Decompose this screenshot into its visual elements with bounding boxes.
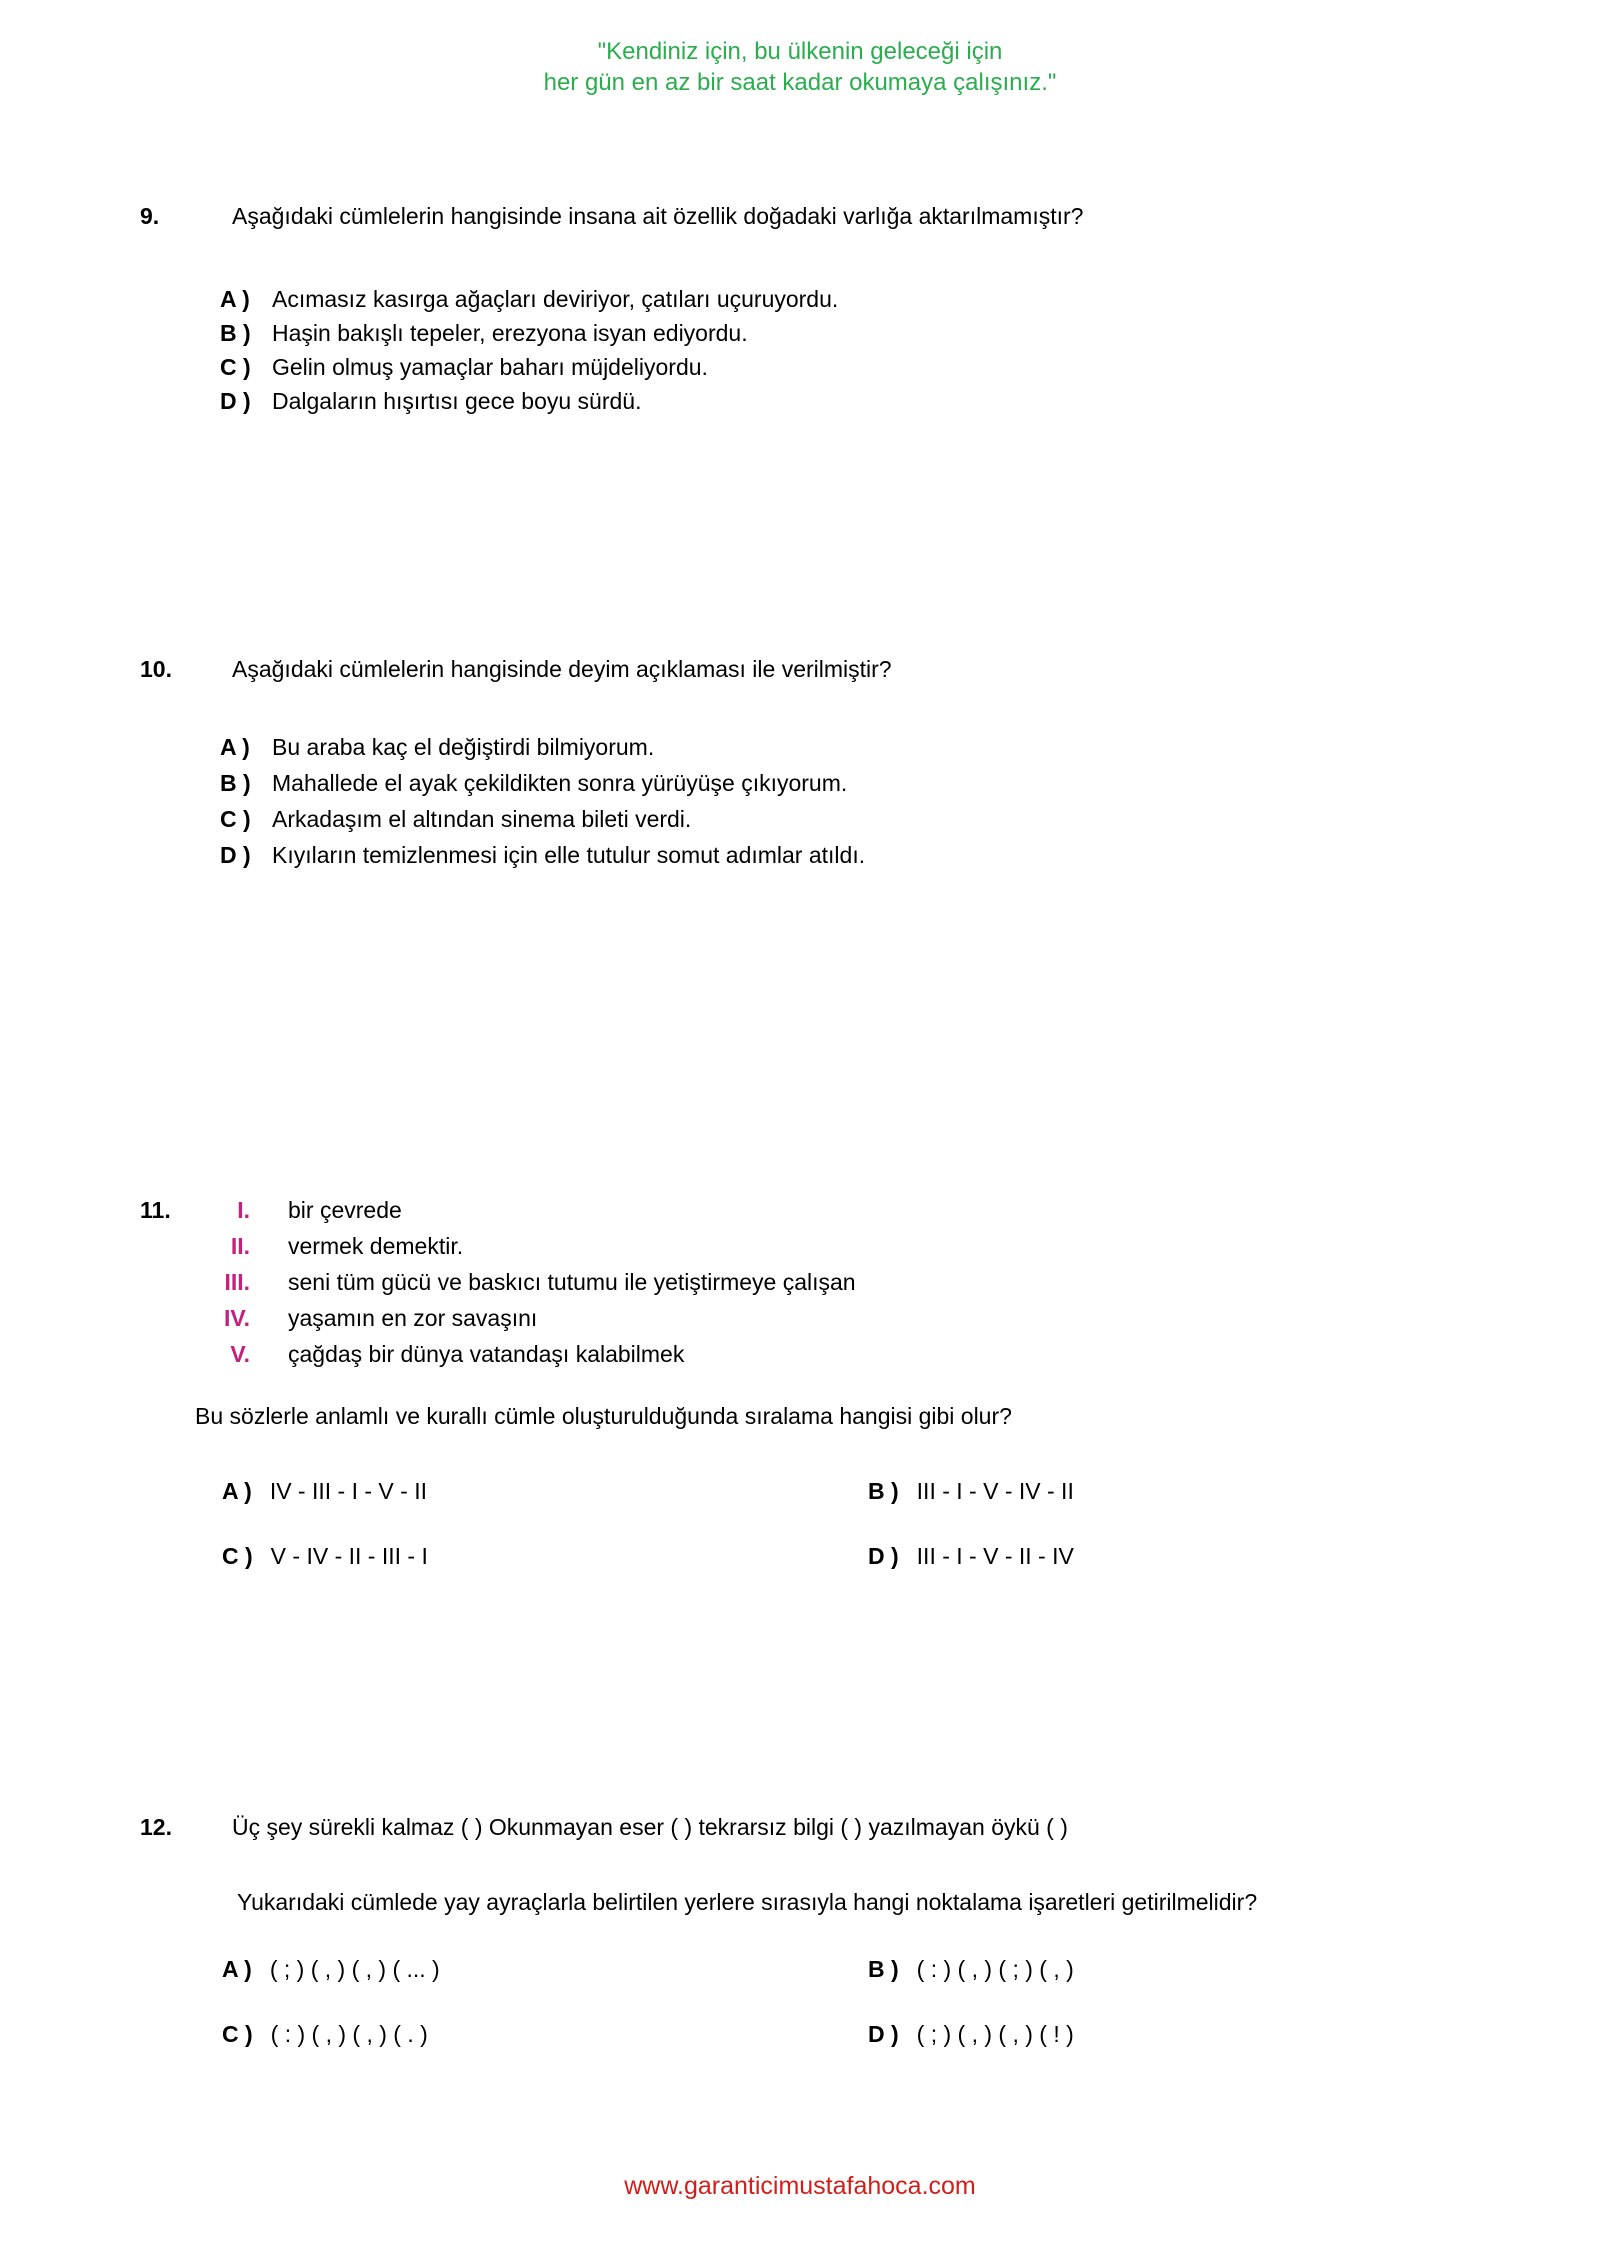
roman-item-text: bir çevrede — [288, 1197, 402, 1223]
question-9 — [140, 202, 1480, 418]
options-row-1 — [140, 1956, 1480, 2021]
question-12-number: 12. — [140, 1814, 172, 1840]
roman-item-text: vermek demektir. — [288, 1233, 464, 1259]
question-10-stem: Aşağıdaki cümlelerin hangisinde deyim açıklaması ile verilmiştir? — [232, 656, 892, 682]
question-9-head — [140, 202, 1480, 230]
option-text: Dalgaların hışırtısı gece boyu sürdü. — [272, 388, 642, 414]
question-11-option-b — [868, 1478, 1074, 1505]
option-text: ( : ) ( , ) ( ; ) ( , ) — [916, 1956, 1074, 1982]
option-label: A ) — [222, 1478, 252, 1504]
options-row-2 — [140, 1543, 1480, 1608]
roman-numeral: IV. — [223, 1305, 250, 1331]
roman-item-1 — [206, 1192, 1480, 1228]
footer-url: www.garanticimustafahoca.com — [624, 2172, 976, 2200]
question-12-option-a — [222, 1956, 440, 1983]
roman-item-text: yaşamın en zor savaşını — [288, 1305, 538, 1331]
option-text: Bu araba kaç el değiştirdi bilmiyorum. — [272, 734, 655, 760]
question-9-number: 9. — [140, 203, 160, 229]
question-12-option-c — [222, 2021, 428, 2048]
option-text: Acımasız kasırga ağaçları deviriyor, çatıları uçuruyordu. — [272, 286, 839, 312]
question-10-option-d — [140, 837, 1480, 873]
question-12-head — [140, 1813, 1480, 1841]
roman-item-3 — [206, 1264, 1480, 1300]
question-9-options — [140, 282, 1480, 418]
header-quote — [0, 36, 1600, 98]
option-label: B ) — [220, 320, 251, 346]
option-text: ( : ) ( , ) ( , ) ( . ) — [270, 2021, 428, 2047]
question-11-option-c — [222, 1543, 428, 1570]
option-label: C ) — [220, 354, 251, 380]
question-11-items — [206, 1192, 1480, 1372]
question-10 — [140, 655, 1480, 873]
roman-item-text: seni tüm gücü ve baskıcı tutumu ile yetiştirmeye çalışan — [288, 1269, 856, 1295]
question-9-option-a — [140, 282, 1480, 316]
option-text: III - I - V - IV - II — [916, 1478, 1074, 1504]
question-11-options — [140, 1478, 1480, 1608]
question-10-option-a — [140, 729, 1480, 765]
option-label: A ) — [220, 286, 250, 312]
question-11-option-a — [222, 1478, 427, 1505]
question-9-option-d — [140, 384, 1480, 418]
option-text: Mahallede el ayak çekildikten sonra yürüyüşe çıkıyorum. — [272, 770, 848, 796]
header-quote-line2: her gün en az bir saat kadar okumaya çalışınız." — [543, 69, 1057, 96]
option-label: B ) — [868, 1956, 899, 1982]
option-text: III - I - V - II - IV — [916, 1543, 1074, 1569]
option-label: D ) — [868, 1543, 899, 1569]
question-10-option-b — [140, 765, 1480, 801]
option-text: ( ; ) ( , ) ( , ) ( ... ) — [269, 1956, 440, 1982]
question-12-option-d — [868, 2021, 1074, 2048]
option-label: A ) — [220, 734, 250, 760]
option-text: ( ; ) ( , ) ( , ) ( ! ) — [916, 2021, 1074, 2047]
option-label: D ) — [220, 388, 251, 414]
question-9-option-c — [140, 350, 1480, 384]
question-10-option-c — [140, 801, 1480, 837]
question-10-options — [140, 729, 1480, 873]
option-label: C ) — [220, 806, 251, 832]
question-9-stem: Aşağıdaki cümlelerin hangisinde insana ait özellik doğadaki varlığa aktarılmamıştır? — [232, 203, 1084, 229]
question-12-options — [140, 1956, 1480, 2086]
question-9-option-b — [140, 316, 1480, 350]
header-quote-line1: "Kendiniz için, bu ülkenin geleceği için — [597, 38, 1003, 65]
question-11-stem: Bu sözlerle anlamlı ve kurallı cümle oluşturulduğunda sıralama hangisi gibi olur? — [195, 1403, 1012, 1429]
option-text: V - IV - II - III - I — [270, 1543, 428, 1569]
option-label: C ) — [222, 1543, 253, 1569]
roman-numeral: I. — [237, 1197, 250, 1223]
option-label: C ) — [222, 2021, 253, 2047]
question-11 — [140, 1192, 1480, 1608]
roman-item-5 — [206, 1336, 1480, 1372]
option-label: A ) — [222, 1956, 252, 1982]
question-10-head — [140, 655, 1480, 683]
options-row-2 — [140, 2021, 1480, 2086]
question-12-intro: Üç şey sürekli kalmaz ( ) Okunmayan eser ( ) tekrarsız bilgi ( ) yazılmayan öykü ( ) — [232, 1814, 1068, 1840]
option-text: IV - III - I - V - II — [269, 1478, 427, 1504]
option-text: Haşin bakışlı tepeler, erezyona isyan ediyordu. — [272, 320, 748, 346]
roman-item-2 — [206, 1228, 1480, 1264]
option-label: B ) — [220, 770, 251, 796]
roman-numeral: III. — [224, 1269, 250, 1295]
option-label: D ) — [868, 2021, 899, 2047]
question-12 — [140, 1813, 1480, 2086]
option-label: B ) — [868, 1478, 899, 1504]
option-label: D ) — [220, 842, 251, 868]
roman-numeral: II. — [230, 1233, 250, 1259]
roman-item-text: çağdaş bir dünya vatandaşı kalabilmek — [288, 1341, 685, 1367]
question-12-option-b — [868, 1956, 1074, 1983]
question-11-number: 11. — [140, 1197, 171, 1223]
roman-numeral: V. — [230, 1341, 250, 1367]
question-12-stem: Yukarıdaki cümlede yay ayraçlarla belirtilen yerlere sırasıyla hangi noktalama işaretleri getirilmelidir? — [237, 1889, 1258, 1915]
option-text: Gelin olmuş yamaçlar baharı müjdeliyordu. — [272, 354, 708, 380]
roman-item-4 — [206, 1300, 1480, 1336]
question-10-number: 10. — [140, 656, 172, 682]
question-11-option-d — [868, 1543, 1074, 1570]
option-text: Kıyıların temizlenmesi için elle tutulur somut adımlar atıldı. — [272, 842, 866, 868]
options-row-1 — [140, 1478, 1480, 1543]
option-text: Arkadaşım el altından sinema bileti verdi. — [272, 806, 692, 832]
